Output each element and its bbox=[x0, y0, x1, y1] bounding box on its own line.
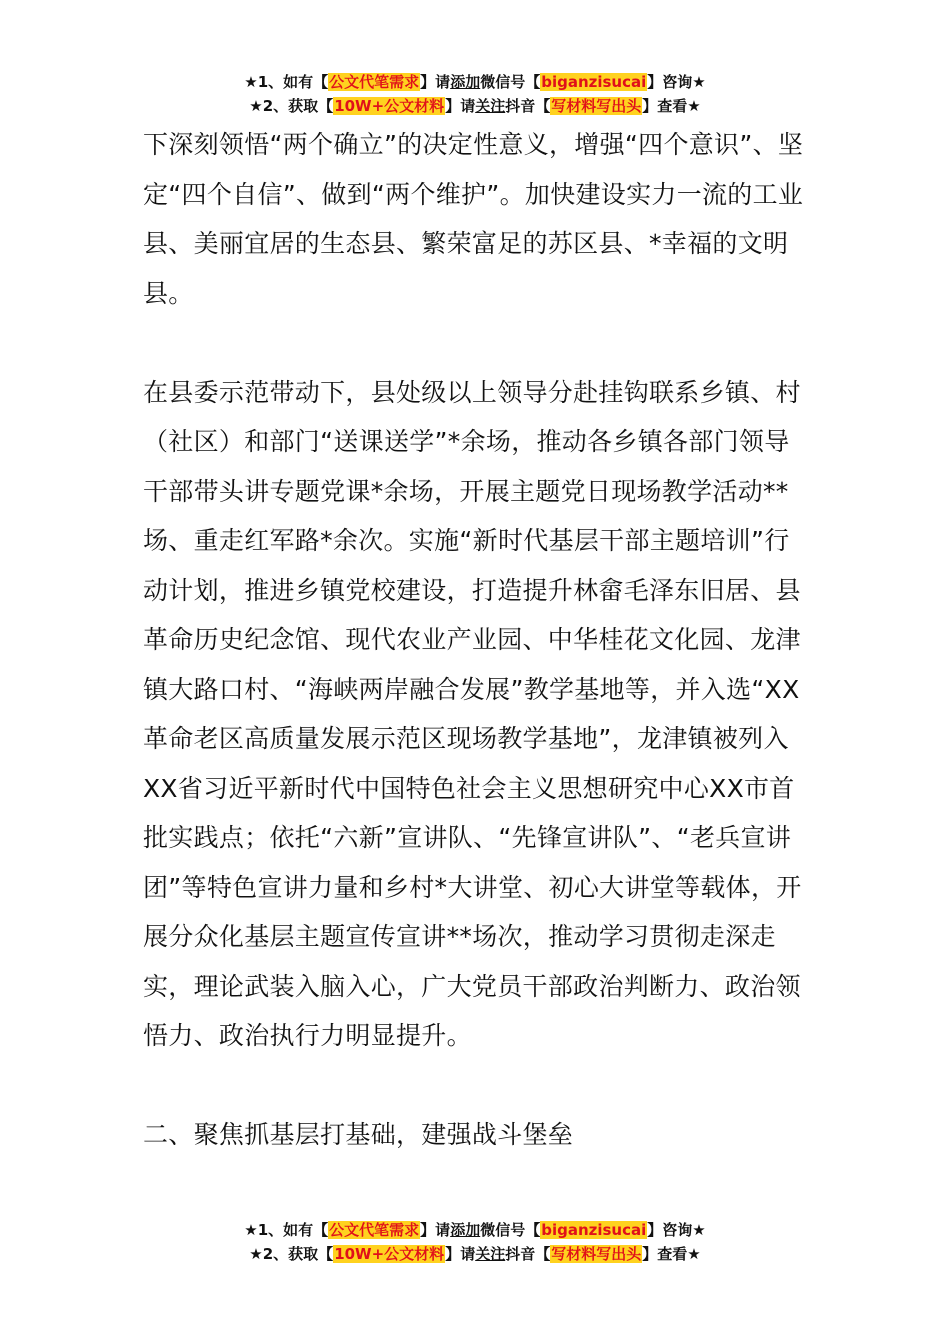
banner-line-2: ★2、获取【10W+公文材料】请关注抖音【写材料写出头】查看★ bbox=[249, 1245, 701, 1263]
footer-banner bbox=[0, 1218, 950, 1266]
paragraph-1: 下深刻领悟“两个确立”的决定性意义，增强“四个意识”、坚定“四个自信”、做到“两个维护”。加快建设实力一流的工业县、美丽宜居的生态县、繁荣富足的苏区县、*幸福的文明县。 bbox=[143, 130, 804, 308]
highlight-wechat-id: biganzisucai bbox=[541, 1221, 647, 1239]
highlight-writing-service: 公文代笔需求 bbox=[329, 1221, 420, 1239]
highlight-wechat-id: biganzisucai bbox=[541, 73, 647, 91]
banner-line-2: ★2、获取【10W+公文材料】请关注抖音【写材料写出头】查看★ bbox=[249, 97, 701, 115]
document-body bbox=[143, 120, 813, 1160]
highlight-writing-service: 公文代笔需求 bbox=[329, 73, 420, 91]
highlight-douyin-account: 写材料写出头 bbox=[551, 1245, 642, 1263]
paragraph-2: 在县委示范带动下，县处级以上领导分赴挂钩联系乡镇、村（社区）和部门“送课送学”*余场，推动各乡镇各部门领导干部带头讲专题党课*余场，开展主题党日现场教学活动**场、重走红军路*余次。实施“新时代基层干部主题培训”行动计划，推进乡镇党校建设，打造提升林畲毛泽东旧居、县革命历史纪念馆、现代农业产业园、中华桂花文化园、龙津镇大路口村、“海峡两岸融合发展”教学基地等，并入选“XX革命老区高质量发展示范区现场教学基地”，龙津镇被列入XX省习近平新时代中国特色社会主义思想研究中心XX市首批实践点；依托“六新”宣讲队、“先锋宣讲队”、“老兵宣讲团”等特色宣讲力量和乡村*大讲堂、初心大讲堂等载体，开展分众化基层主题宣传宣讲**场次，推动学习贯彻走深走实，理论武装入脑入心，广大党员干部政治判断力、政治领悟力、政治执行力明显提升。 bbox=[143, 377, 802, 1050]
banner-line-1: ★1、如有【公文代笔需求】请添加微信号【biganzisucai】咨询★ bbox=[244, 73, 706, 91]
highlight-materials: 10W+公文材料 bbox=[334, 1245, 445, 1263]
header-banner bbox=[0, 70, 950, 118]
paragraph-spacer bbox=[143, 318, 813, 368]
banner-line-1: ★1、如有【公文代笔需求】请添加微信号【biganzisucai】咨询★ bbox=[244, 1221, 706, 1239]
highlight-materials: 10W+公文材料 bbox=[334, 97, 445, 115]
section-heading: 二、聚焦抓基层打基础，建强战斗堡垒 bbox=[143, 1120, 574, 1149]
paragraph-spacer bbox=[143, 1061, 813, 1111]
highlight-douyin-account: 写材料写出头 bbox=[551, 97, 642, 115]
